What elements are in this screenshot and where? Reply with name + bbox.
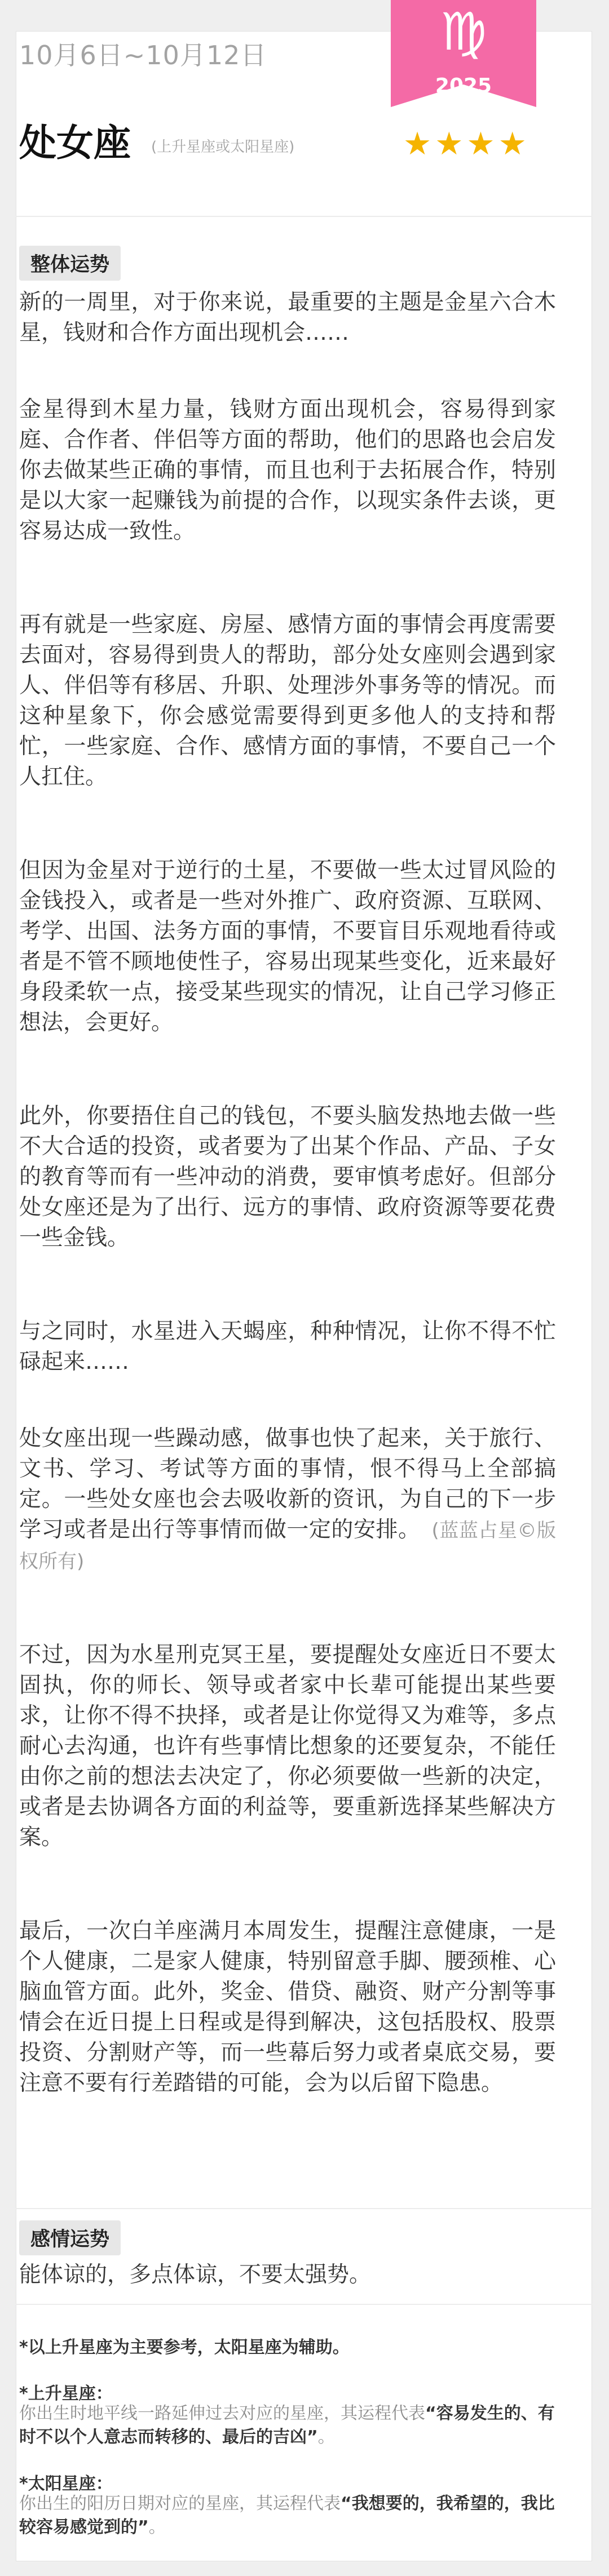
- overall-paragraph-2: 金星得到木星力量，钱财方面出现机会，容易得到家庭、合作者、伴侣等方面的帮助，他们的思路也会启发你去做某些正确的事情，而且也利于去拓展合作，特别是以大家一起赚钱为前提的合作，以现实条件去谈，更容易达成一致性。: [19, 397, 556, 544]
- overall-paragraph-5: 此外，你要捂住自己的钱包，不要头脑发热地去做一些不大合适的投资，或者要为了出某个作品、产品、子女的教育等而有一些冲动的消费，要审慎考虑好。但部分处女座还是为了出行、远方的事情、政府资源等要花费一些金钱。: [19, 1103, 556, 1251]
- rising-desc-text: 你出生时地平线一路延伸过去对应的星座，其运程代表: [19, 2404, 425, 2423]
- footer-main-note: *以上升星座为主要参考，太阳星座为辅助。: [19, 2338, 350, 2357]
- date-range: 10月6日~10月12日: [19, 40, 267, 70]
- divider: [16, 216, 592, 217]
- year-ribbon: [391, 0, 536, 107]
- love-tag: 感情运势: [19, 2220, 121, 2255]
- love-text: 能体谅的，多点体谅，不要太强势。: [19, 2262, 372, 2287]
- rating-stars: ★★★★: [403, 126, 530, 162]
- overall-paragraph-6: 与之同时，水星进入天蝎座，种种情况，让你不得不忙碌起来……: [19, 1319, 556, 1375]
- overall-paragraph-4: 但因为金星对于逆行的土星，不要做一些太过冒风险的金钱投入，或者是一些对外推广、政府资源、互联网、考学、出国、法务方面的事情，不要盲目乐观地看待或者是不管不顾地使性子，容易出现某些变化，近来最好身段柔软一点，接受某些现实的情况，让自己学习修正想法，会更好。: [19, 858, 556, 1035]
- overall-paragraph-7: [19, 1424, 556, 1577]
- svg-text:♍: ♍: [440, 2, 487, 62]
- divider: [16, 2304, 592, 2305]
- footer-rising-desc: [19, 2402, 556, 2449]
- overall-paragraph-1: 新的一周里，对于你来说，最重要的主题是金星六合木星，钱财和合作方面出现机会……: [19, 290, 556, 345]
- rising-end: 。: [317, 2427, 335, 2447]
- paragraph-7-text: 处女座出现一些躁动感，做事也快了起来，关于旅行、文书、学习、考试等方面的事情，恨不得马上全部搞定。一些处女座也会去吸收新的资讯，为自己的下一步学习或者是出行等事情而做一定的安排。: [19, 1426, 556, 1542]
- sun-end: 。: [148, 2517, 166, 2537]
- overall-tag: 整体运势: [19, 246, 121, 281]
- copyright-note: (蓝蓝占星©版权所有): [19, 1519, 556, 1573]
- overall-paragraph-9: 最后，一次白羊座满月本周发生，提醒注意健康，一是个人健康，二是家人健康，特别留意手脚、腰颈椎、心脑血管方面。此外，奖金、借贷、融资、财产分割等事情会在近日提上日程或是得到解决，这包括股权、股票投资、分割财产等，而一些幕后努力或者桌底交易，要注意不要有行差踏错的可能，会为以后留下隐患。: [19, 1918, 556, 2096]
- footer-sun-desc: [19, 2492, 556, 2539]
- year-label: 2025: [435, 74, 492, 97]
- sign-note: (上升星座或太阳星座): [151, 139, 295, 156]
- sun-desc-text: 你出生的阳历日期对应的星座，其运程代表: [19, 2494, 341, 2513]
- footer-sun-title: *太阳星座：: [19, 2474, 113, 2494]
- sign-name: 处女座: [19, 121, 131, 165]
- rising-quote: “容易发生的、有时不以个人意志而转移的、最后的吉凶”: [19, 2404, 555, 2447]
- divider: [16, 2208, 592, 2209]
- overall-paragraph-3: 再有就是一些家庭、房屋、感情方面的事情会再度需要去面对，容易得到贵人的帮助，部分处女座则会遇到家人、伴侣等有移居、升职、处理涉外事务等的情况。而这种星象下，你会感觉需要得到更多他人的支持和帮忙，一些家庭、合作、感情方面的事情，不要自己一个人扛住。: [19, 612, 556, 790]
- overall-paragraph-8: 不过，因为水星刑克冥王星，要提醒处女座近日不要太固执，你的师长、领导或者家中长辈可能提出某些要求，让你不得不抉择，或者是让你觉得又为难等，多点耐心去沟通，也许有些事情比想象的还要复杂，不能任由你之前的想法去决定了，你必须要做一些新的决定，或者是去协调各方面的利益等，要重新选择某些解决方案。: [19, 1642, 556, 1850]
- sun-quote: “我想要的，我希望的，我比较容易感觉到的”: [19, 2494, 555, 2537]
- footer-rising-title: *上升星座：: [19, 2384, 113, 2404]
